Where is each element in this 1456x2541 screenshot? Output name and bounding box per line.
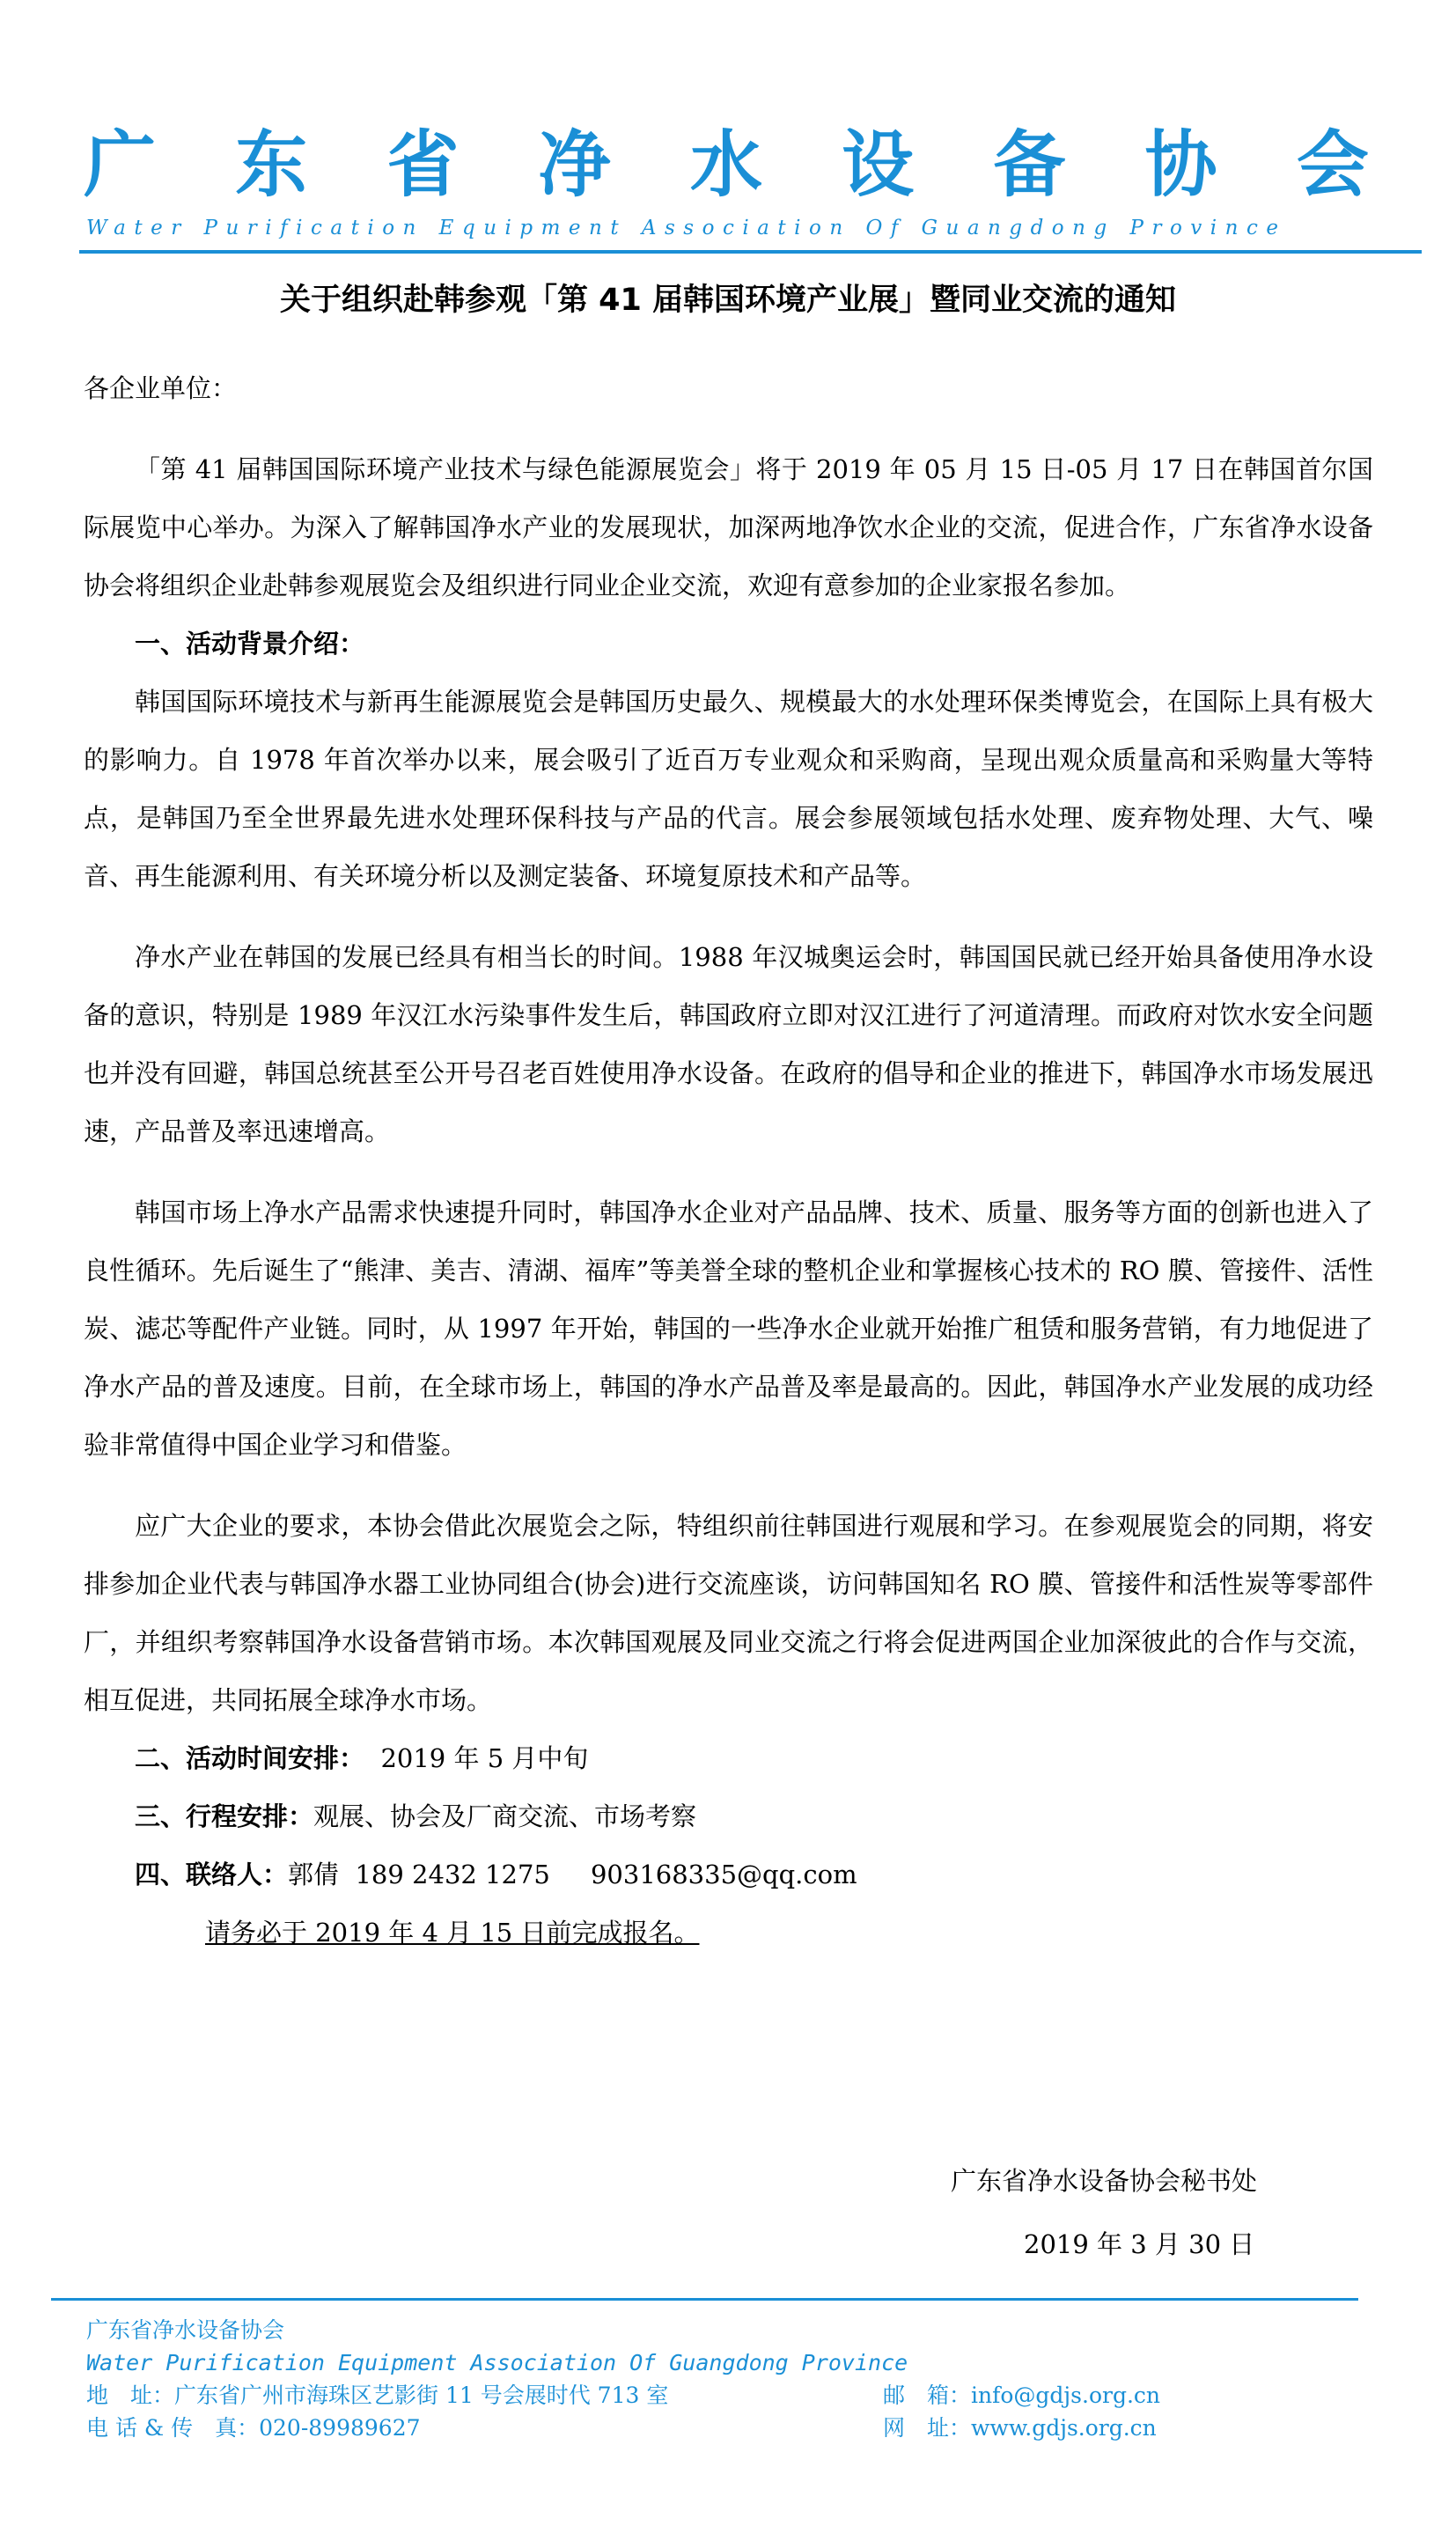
title-char: 东 [235,123,308,207]
title-char: 净 [538,123,611,207]
section4-heading: 四、联络人： [135,1860,289,1889]
signature-organization: 广东省净水设备协会秘书处 [951,2166,1258,2196]
schedule-value: 2019 年 5 月中旬 [380,1743,589,1773]
background-paragraph-3: 韩国市场上净水产品需求快速提升同时，韩国净水企业对产品品牌、技术、质量、服务等方面的创新也进入了良性循环。先后诞生了“熊津、美吉、清湖、福库”等美誉全球的整机企业和掌握核心技术的 RO 膜、管接件、活性炭、滤芯等配件产业链。同时，从 1997 年开始，韩国的一些净水企业就开始推广租赁和服务营销，有力地促进了净水产品的普及速度。目前，在全球市场上，韩国的净水产品普及率是最高的。因此，韩国净水产业发展的成功经验非常值得中国企业学习和借鉴。 [84,1197,1373,1460]
title-char: 设 [842,123,915,207]
deadline-notice: 请务必于 2019 年 4 月 15 日前完成报名。 [205,1918,700,1948]
intro-paragraph: 「第 41 届韩国国际环境产业技术与绿色能源展览会」将于 2019 年 05 月 15 日-05 月 17 日在韩国首尔国际展览中心举办。为深入了解韩国净水产业的发展现状，加深两地净饮水企业的交流，促进合作，广东省净水设备协会将组织企业赴韩参观展览会及组织进行同业企业交流，欢迎有意参加的企业家报名参加。 [84,454,1373,600]
footer-phone-row [86,2412,421,2444]
signature-date: 2019 年 3 月 30 日 [1024,2229,1255,2259]
address-label: 地 址： [86,2383,175,2408]
address-value: 广东省广州市海珠区艺影街 11 号会展时代 713 室 [174,2383,669,2408]
contact-line [84,1845,1373,1904]
deadline-line [84,1904,1373,1962]
contact-email: 903168335@qq.com [590,1860,857,1889]
salutation: 各企业单位： [84,373,238,403]
title-char: 协 [1144,123,1217,207]
itinerary-line [84,1787,1373,1845]
footer-email-row [883,2380,1160,2412]
website-link[interactable]: www.gdjs.org.cn [971,2415,1157,2441]
association-subtitle: Water Purification Equipment Association Of Guangdong Province [86,217,1287,239]
section1-heading: 一、活动背景介绍： [135,629,365,659]
email-value: info@gdjs.org.cn [971,2383,1161,2408]
title-char: 会 [1296,123,1369,207]
footer-divider [51,2298,1358,2301]
footer-org-en: Water Purification Equipment Association Of Guangdong Province [86,2350,908,2375]
document-body [84,359,1373,1962]
title-char: 备 [993,123,1066,207]
itinerary-value: 观展、协会及厂商交流、市场考察 [313,1801,697,1831]
contact-phone: 189 2432 1275 [355,1860,550,1889]
footer-web-row [883,2412,1157,2444]
document-title: 关于组织赴韩参观「第 41 届韩国环境产业展」暨同业交流的通知 [279,283,1177,318]
title-char: 广 [84,123,157,207]
footer-org-cn: 广东省净水设备协会 [86,2317,285,2343]
phone-label: 电 话 & 传 真： [86,2415,260,2441]
section-heading [84,615,1373,673]
header-divider [79,250,1422,254]
email-label: 邮 箱： [883,2383,972,2408]
background-paragraph-4: 应广大企业的要求，本协会借此次展览会之际，特组织前往韩国进行观展和学习。在参观展览会的同期，将安排参加企业代表与韩国净水器工业协同组合(协会)进行交流座谈，访问韩国知名 RO 膜、管接件和活性炭等零部件厂，并组织考察韩国净水设备营销市场。本次韩国观展及同业交流之行将会促进两国企业加深彼此的合作与交流，相互促进，共同拓展全球净水市场。 [84,1511,1373,1715]
contact-name: 郭倩 [288,1860,340,1889]
footer-address-row [86,2380,668,2412]
background-paragraph-2: 净水产业在韩国的发展已经具有相当长的时间。1988 年汉城奥运会时，韩国国民就已经开始具备使用净水设备的意识，特别是 1989 年汉江水污染事件发生后，韩国政府立即对汉江进行了河道清理。而政府对饮水安全问题也并没有回避，韩国总统甚至公开号召老百姓使用净水设备。在政府的倡导和企业的推进下，韩国净水市场发展迅速，产品普及率迅速增高。 [84,942,1373,1146]
section2-heading: 二、活动时间安排： [135,1743,365,1773]
phone-value: 020-89989627 [259,2415,421,2441]
section3-heading: 三、行程安排： [135,1801,314,1831]
web-label: 网 址： [883,2415,972,2441]
background-paragraph-1: 韩国国际环境技术与新再生能源展览会是韩国历史最久、规模最大的水处理环保类博览会，在国际上具有极大的影响力。自 1978 年首次举办以来，展会吸引了近百万专业观众和采购商，呈现出观众质量高和采购量大等特点，是韩国乃至全世界最先进水处理环保科技与产品的代言。展会参展领域包括水处理、废弃物处理、大气、噪音、再生能源利用、有关环境分析以及测定装备、环境复原技术和产品等。 [84,687,1373,891]
schedule-line [84,1729,1373,1787]
title-char: 水 [689,123,762,207]
association-title [84,122,1369,210]
title-char: 省 [386,123,460,207]
